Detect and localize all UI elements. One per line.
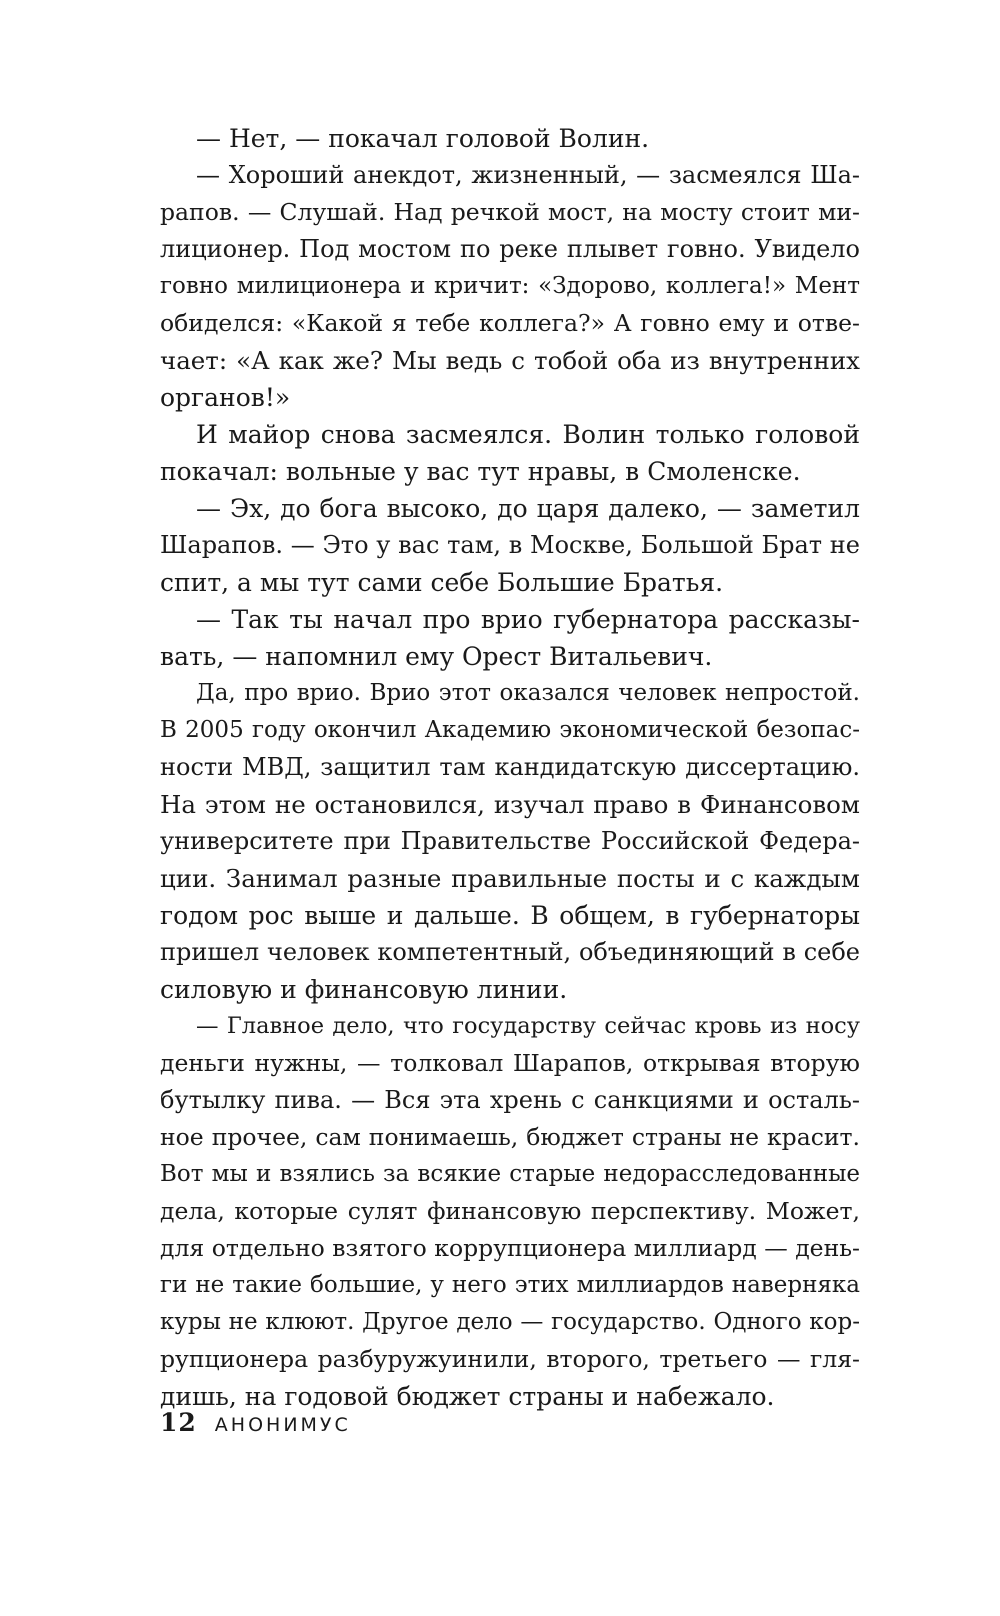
- text-line: бутылку пива. — Вся эта хрень с санкциями и осталь-: [160, 1086, 860, 1114]
- text-line: рупционера разбуружуинили, второго, третьего — гля-: [160, 1345, 860, 1373]
- text-line: годом рос выше и дальше. В общем, в губернаторы: [160, 901, 860, 930]
- text-line: Да, про врио. Врио этот оказался человек непростой.: [196, 680, 860, 706]
- text-line: В 2005 году окончил Академию экономической безопас-: [160, 717, 860, 743]
- text-line: чает: «А как же? Мы ведь с тобой оба из внутренних: [160, 346, 860, 375]
- text-line: Шарапов. — Это у вас там, в Москве, Большой Брат не: [160, 531, 860, 559]
- page-number: 12: [160, 1408, 197, 1437]
- text-line: — Главное дело, что государству сейчас кровь из носу: [196, 1013, 860, 1039]
- text-line: куры не клюют. Другое дело — государство. Одного кор-: [160, 1309, 860, 1335]
- text-line: спит, а мы тут сами себе Большие Братья.: [160, 568, 724, 597]
- text-line: покачал: вольные у вас тут нравы, в Смоленске.: [160, 457, 801, 486]
- text-line: университете при Правительстве Российской Федера-: [160, 827, 860, 855]
- text-line: ности МВД, защитил там кандидатскую диссертацию.: [160, 753, 860, 781]
- text-line: силовую и финансовую линии.: [160, 975, 568, 1004]
- text-line: — Так ты начал про врио губернатора рассказы-: [196, 605, 860, 634]
- page-footer: [160, 1408, 351, 1444]
- text-line: пришел человек компетентный, объединяющий в себе: [160, 938, 860, 966]
- running-head-author: АНОНИМУС: [214, 1414, 351, 1436]
- text-line: И майор снова засмеялся. Волин только головой: [196, 420, 860, 449]
- text-line: обиделся: «Какой я тебе коллега?» А говно ему и отве-: [160, 309, 860, 337]
- text-line: На этом не остановился, изучал право в Финансовом: [160, 790, 860, 819]
- text-line: — Хороший анекдот, жизненный, — засмеялся Ша-: [196, 161, 860, 189]
- text-line: рапов. — Слушай. Над речкой мост, на мосту стоит ми-: [160, 198, 860, 226]
- text-line: лиционер. Под мостом по реке плывет говно. Увидело: [160, 235, 860, 263]
- text-line: — Эх, до бога высоко, до царя далеко, — заметил: [196, 494, 860, 523]
- text-line: Вот мы и взялись за всякие старые недорасследованные: [160, 1161, 860, 1187]
- text-line: дела, которые сулят финансовую перспективу. Может,: [160, 1197, 860, 1225]
- text-line: органов!»: [160, 383, 291, 412]
- body-text: [160, 120, 860, 1415]
- text-line: ции. Занимал разные правильные посты и с каждым: [160, 864, 860, 893]
- text-line: ги не такие большие, у него этих миллиардов наверняка: [160, 1272, 860, 1298]
- text-line: — Нет, — покачал головой Волин.: [196, 124, 650, 153]
- text-line: для отдельно взятого коррупционера миллиард — день-: [160, 1234, 860, 1262]
- text-line: ное прочее, сам понимаешь, бюджет страны не красит.: [160, 1123, 860, 1151]
- text-line: деньги нужны, — толковал Шарапов, открывая вторую: [160, 1049, 860, 1077]
- text-line: вать, — напомнил ему Орест Витальевич.: [160, 642, 713, 671]
- text-line: дишь, на годовой бюджет страны и набежало.: [160, 1382, 775, 1411]
- text-line: говно милиционера и кричит: «Здорово, коллега!» Мент: [160, 273, 860, 299]
